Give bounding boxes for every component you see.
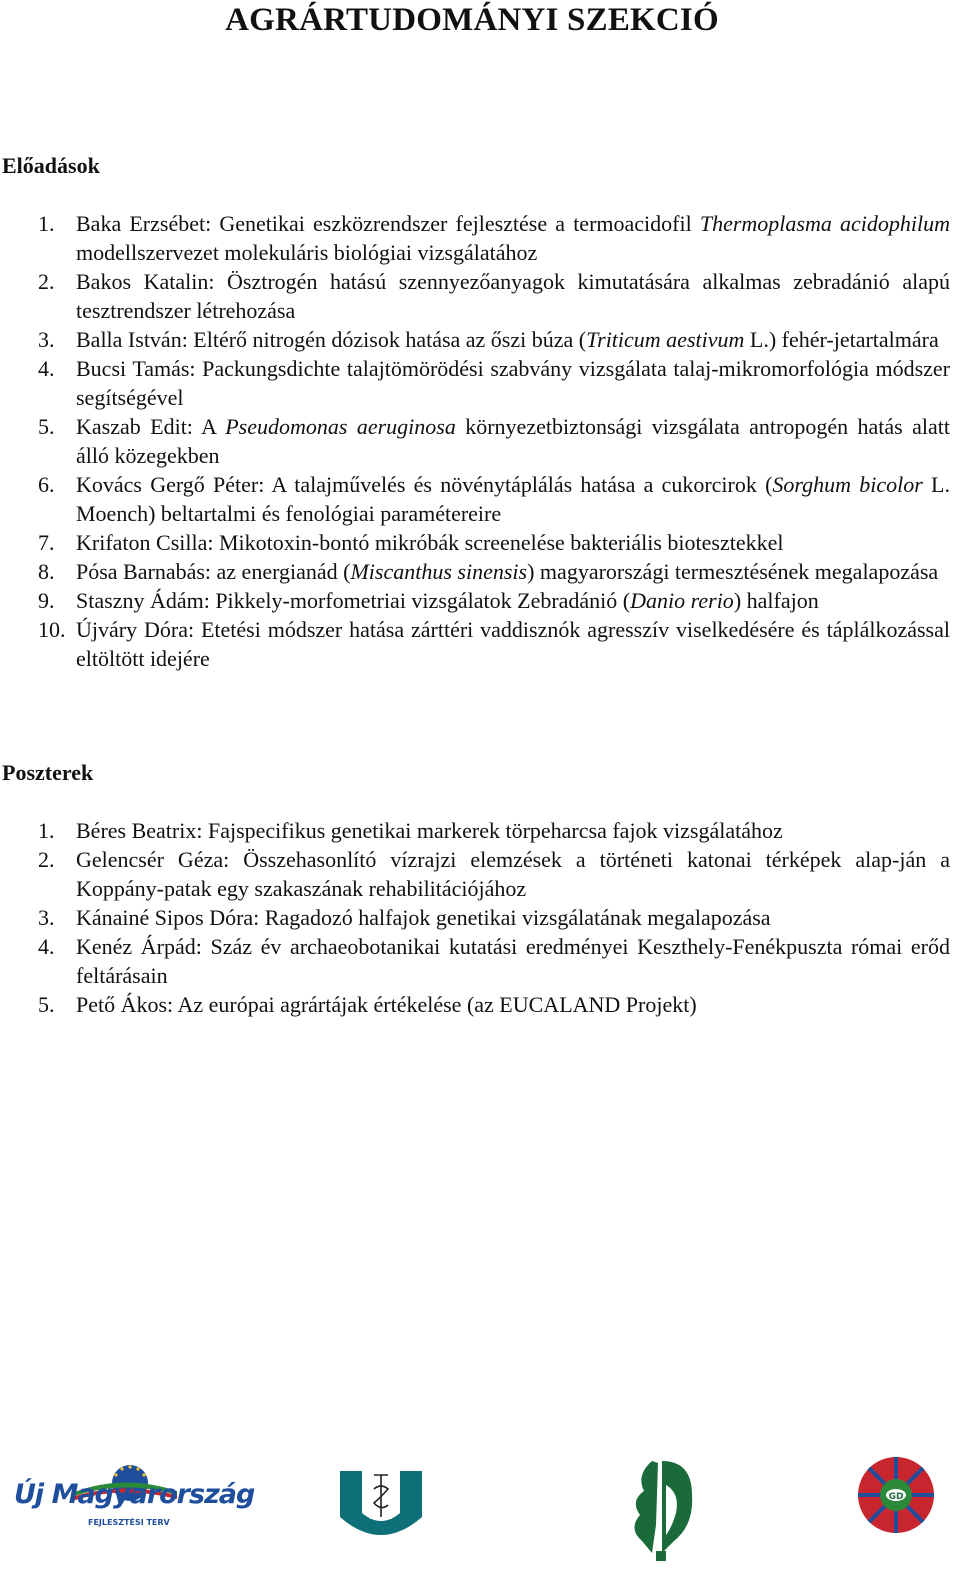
- species-name: Pseudomonas aeruginosa: [225, 414, 456, 439]
- list-item: [0, 528, 950, 557]
- list-item: [0, 325, 950, 354]
- list-item-number: 9.: [38, 588, 55, 613]
- lectures-list: [0, 209, 950, 673]
- species-name: Danio rerio: [630, 588, 734, 613]
- list-item: [0, 816, 950, 845]
- species-name: Thermoplasma acidophilum: [699, 211, 951, 236]
- list-item-text: Krifaton Csilla: Mikotoxin-bontó mikróbák screenelése bakteriális biotesztekkel: [76, 530, 784, 555]
- tree-icon: [622, 1455, 708, 1565]
- list-item-text: Béres Beatrix: Fajspecifikus genetikai markerek törpeharcsa fajok vizsgálatához: [76, 818, 783, 843]
- lectures-heading: Előadások: [2, 153, 100, 178]
- list-item-number: 8.: [38, 559, 55, 584]
- species-name: Sorghum bicolor: [772, 472, 923, 497]
- list-item-text: Kánainé Sipos Dóra: Ragadozó halfajok genetikai vizsgálatának megalapozása: [76, 905, 771, 930]
- list-item: [0, 903, 950, 932]
- list-item-number: 10.: [38, 617, 66, 642]
- globe-label: GD: [888, 1492, 904, 1502]
- szie-emblem: [338, 1467, 424, 1537]
- list-item-number: 1.: [38, 211, 55, 236]
- list-item: [0, 354, 950, 412]
- list-item-text: ) magyarországi termesztésének megalapozása: [527, 559, 939, 584]
- page-title: AGRÁRTUDOMÁNYI SZEKCIÓ: [225, 2, 719, 38]
- list-item-number: 6.: [38, 472, 55, 497]
- list-item-number: 4.: [38, 356, 55, 381]
- list-item-number: 2.: [38, 847, 55, 872]
- list-item-text: környezetbiztonsági vizsgálata antropogén hatás alatt álló közegekben: [76, 414, 951, 468]
- list-item-text: Baka Erzsébet: Genetikai eszközrendszer fejlesztése a termoacidofil: [76, 211, 700, 236]
- uj-magyarorszag-subtitle: FEJLESZTÉSI TERV: [88, 1518, 170, 1527]
- list-item-text: Gelencsér Géza: Összehasonlító vízrajzi elemzések a történeti katonai térképek alap-ján a Koppány-patak egy szakaszának rehabilitációjához: [76, 847, 950, 901]
- list-item: [0, 267, 950, 325]
- list-item-text: Bakos Katalin: Ösztrogén hatású szennyezőanyagok kimutatására alkalmas zebradánió alapú tesztrendszer létrehozása: [76, 269, 950, 323]
- list-item: [0, 470, 950, 528]
- list-item: [0, 615, 950, 673]
- list-item-text: Pető Ákos: Az európai agrártájak értékelése (az EUCALAND Projekt): [76, 992, 697, 1017]
- posters-list: [0, 816, 950, 1019]
- list-item-text: L. Moench) beltartalmi és fenológiai paramétereire: [76, 472, 950, 526]
- list-item-number: 5.: [38, 414, 55, 439]
- list-item-text: Pósa Barnabás: az energianád (: [76, 559, 351, 584]
- list-item-text: Kaszab Edit: A: [76, 414, 226, 439]
- ecology-logo: [622, 1455, 708, 1565]
- list-item: [0, 209, 950, 267]
- list-item-text: Staszny Ádám: Pikkely-morfometriai vizsgálatok Zebradánió (: [76, 588, 631, 613]
- posters-heading: Poszterek: [2, 760, 94, 785]
- list-item-number: 1.: [38, 818, 55, 843]
- list-item-text: Balla István: Eltérő nitrogén dózisok hatása az őszi búza (: [76, 327, 587, 352]
- list-item-text: Bucsi Tamás: Packungsdichte talajtömörödési szabvány vizsgálata talaj-mikromorfológia módszer segítségével: [76, 356, 950, 410]
- szie-logo: [338, 1467, 424, 1537]
- list-item: [0, 990, 950, 1019]
- list-item: [0, 586, 950, 615]
- uj-magyarorszag-title: Új Magyarország: [14, 1479, 255, 1510]
- globe-logo: [856, 1455, 936, 1535]
- list-item-text: Újváry Dóra: Etetési módszer hatása zárttéri vaddisznók agresszív viselkedésére és táplálkozással eltöltött idejére: [76, 617, 950, 671]
- list-item: [0, 845, 950, 903]
- species-name: Miscanthus sinensis: [350, 559, 528, 584]
- list-item: [0, 557, 950, 586]
- list-item-number: 2.: [38, 269, 55, 294]
- list-item-number: 3.: [38, 905, 55, 930]
- list-item-text: Kovács Gergő Péter: A talajművelés és növénytáplálás hatása a cukorcirok (: [76, 472, 773, 497]
- list-item-number: 7.: [38, 530, 55, 555]
- footer-logos: [0, 1445, 960, 1575]
- list-item-text: L.) fehér-jetartalmára: [744, 327, 939, 352]
- list-item: [0, 932, 950, 990]
- list-item-number: 5.: [38, 992, 55, 1017]
- uj-magyarorszag-logo: [12, 1455, 255, 1535]
- list-item-number: 3.: [38, 327, 55, 352]
- list-item-number: 4.: [38, 934, 55, 959]
- list-item-text: Kenéz Árpád: Száz év archaeobotanikai kutatási eredményei Keszthely-Fenékpuszta római erőd feltárásain: [76, 934, 950, 988]
- list-item-text: ) halfajon: [733, 588, 819, 613]
- globe-icon: [856, 1455, 936, 1535]
- species-name: Triticum aestivum: [586, 327, 745, 352]
- list-item: [0, 412, 950, 470]
- list-item-text: modellszervezet molekuláris biológiai vizsgálatához: [76, 240, 538, 265]
